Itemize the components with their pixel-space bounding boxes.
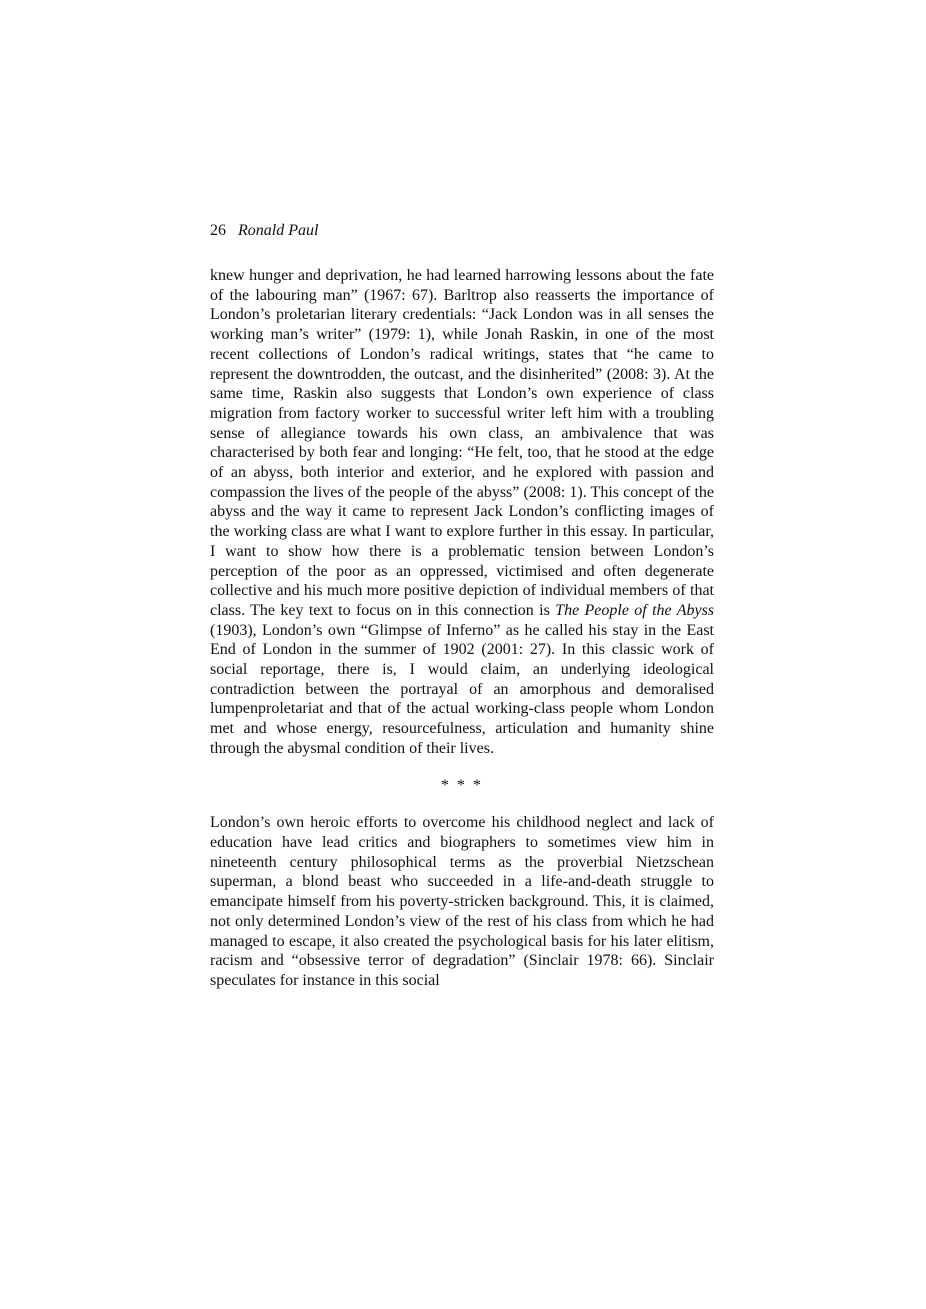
section-separator: * * *	[441, 776, 483, 794]
running-head-author: Ronald Paul	[238, 222, 319, 239]
book-title-people-of-the-abyss: The People of the Abyss	[555, 601, 715, 619]
paragraph-1-text-b: (1903), London’s own “Glimpse of Inferno” as he called his stay in the East End of London in the summer of 1902 (2001: 27). In this classic work of social reportage, there is, I would claim, an underlying ideological contradiction between the portrayal of an amorphous and demoralised lumpenproletariat and that of the actual working-class people whom London met and whose energy, resourcefulness, articulation and humanity shine through the abysmal condition of their lives.	[210, 621, 714, 757]
body-paragraph-1	[210, 266, 714, 759]
running-head	[210, 220, 714, 242]
paragraph-1-text-a: knew hunger and deprivation, he had learned harrowing lessons about the fate of the labouring man” (1967: 67). Barltrop also reasserts the importance of London’s proletarian literary credentials: “Jack London was in all senses the working man’s writer” (1979: 1), while Jonah Raskin, in one of the most recent collections of London’s radical writings, states that “he came to represent the downtrodden, the outcast, and the disinherited” (2008: 3). At the same time, Raskin also suggests that London’s own experience of class migration from factory worker to successful writer left him with a troubling sense of allegiance towards his own class, an ambivalence that was characterised by both fear and longing: “He felt, too, that he stood at the edge of an abyss, both interior and exterior, and he explored with passion and compassion the lives of the people of the abyss” (2008: 1). This concept of the abyss and the way it came to represent Jack London’s conflicting images of the working class are what I want to explore further in this essay. In particular, I want to show how there is a problematic tension between London’s perception of the poor as an oppressed, victimised and often degenerate collective and his much more positive depiction of individual members of that class. The key text to focus on in this connection is	[210, 267, 714, 619]
book-page	[210, 220, 714, 991]
page-number: 26	[210, 222, 226, 239]
paragraph-2-text: London’s own heroic efforts to overcome his childhood neglect and lack of education have lead critics and biographers to sometimes view him in nineteenth century philosophical terms as the proverbial Nietzschean superman, a blond beast who succeeded in a life-and-death struggle to emancipate himself from his poverty-stricken background. This, it is claimed, not only determined London’s view of the rest of his class from which he had managed to escape, it also created the psychological basis for his later elitism, racism and “obsessive terror of degradation” (Sinclair 1978: 66). Sinclair speculates for instance in this social	[210, 814, 714, 989]
body-paragraph-2	[210, 813, 714, 990]
